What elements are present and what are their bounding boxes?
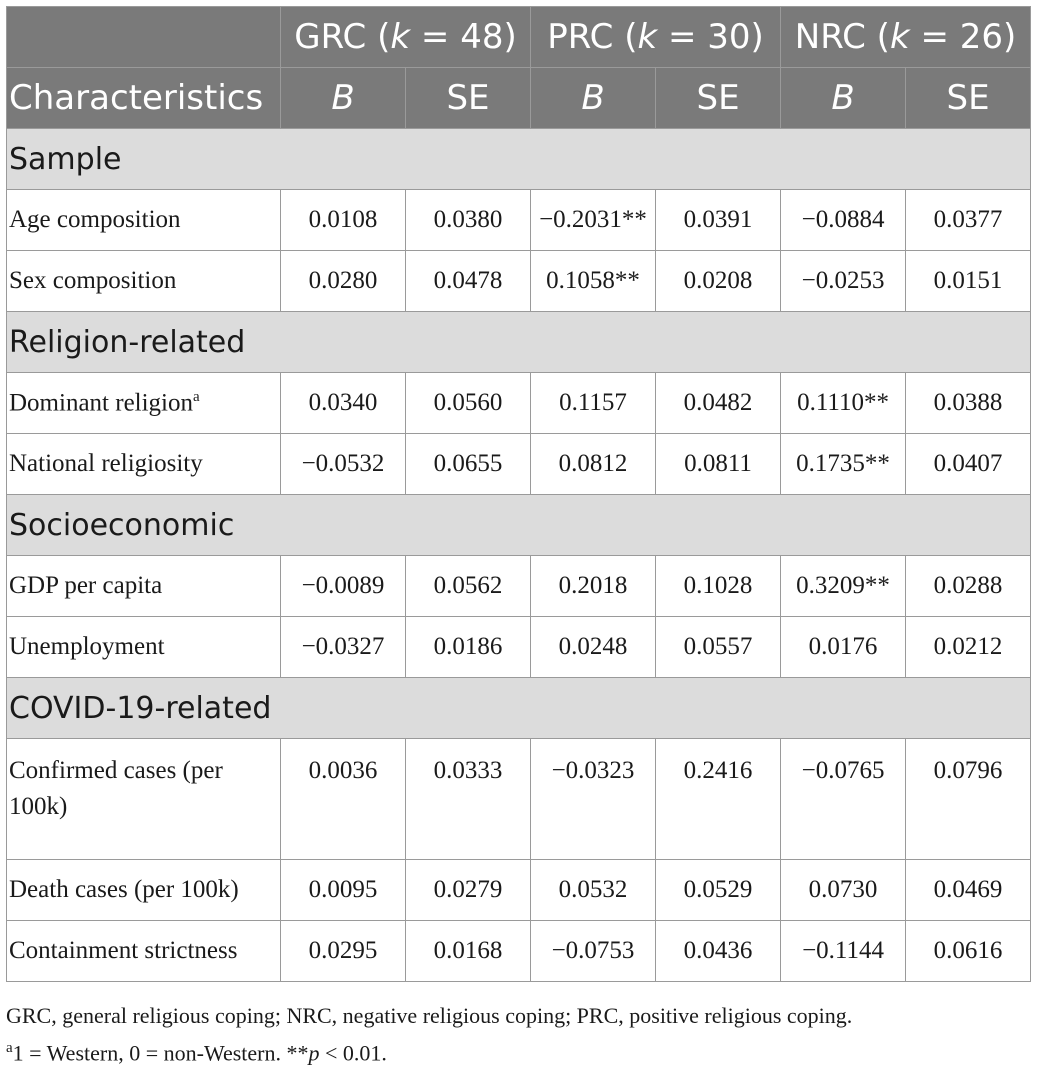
cell: 0.0377 [906, 190, 1031, 251]
cell: 0.0036 [281, 739, 406, 860]
cell: 0.0529 [656, 860, 781, 921]
row-label: Confirmed cases (per 100k) [7, 739, 281, 860]
cell: −0.2031** [531, 190, 656, 251]
cell: 0.0616 [906, 921, 1031, 982]
header-row-stats [7, 68, 1031, 129]
cell: 0.0288 [906, 556, 1031, 617]
cell: −0.0884 [781, 190, 906, 251]
section-row [7, 495, 1031, 556]
header-row-groups [7, 7, 1031, 68]
cell: 0.0560 [406, 373, 531, 434]
cell: 0.0811 [656, 434, 781, 495]
row-label: GDP per capita [7, 556, 281, 617]
cell: 0.0532 [531, 860, 656, 921]
row-label: Sex composition [7, 251, 281, 312]
cell: −0.0753 [531, 921, 656, 982]
cell: −0.0323 [531, 739, 656, 860]
footnote-abbreviations: GRC, general religious coping; NRC, negative religious coping; PRC, positive religious coping. [6, 1003, 853, 1028]
cell: 0.0340 [281, 373, 406, 434]
header-b: B [531, 68, 656, 129]
cell: 0.2416 [656, 739, 781, 860]
cell: 0.0168 [406, 921, 531, 982]
section-title: Socioeconomic [7, 495, 1031, 556]
row-label: Age composition [7, 190, 281, 251]
cell: 0.0562 [406, 556, 531, 617]
header-empty-cell [7, 7, 281, 68]
cell: 0.0208 [656, 251, 781, 312]
section-title: Sample [7, 129, 1031, 190]
header-b: B [281, 68, 406, 129]
table-row [7, 860, 1031, 921]
regression-table [6, 6, 1031, 982]
section-title: COVID-19-related [7, 678, 1031, 739]
cell: −0.1144 [781, 921, 906, 982]
table-row [7, 739, 1031, 860]
header-characteristics: Characteristics [7, 68, 281, 129]
section-row [7, 678, 1031, 739]
row-label: Death cases (per 100k) [7, 860, 281, 921]
row-label: Unemployment [7, 617, 281, 678]
table-row [7, 617, 1031, 678]
cell: −0.0532 [281, 434, 406, 495]
table-container [6, 6, 1030, 1069]
header-se: SE [656, 68, 781, 129]
table-row [7, 251, 1031, 312]
cell: −0.0089 [281, 556, 406, 617]
cell: 0.0095 [281, 860, 406, 921]
cell: −0.0253 [781, 251, 906, 312]
cell: 0.0478 [406, 251, 531, 312]
row-label: Containment strictness [7, 921, 281, 982]
cell: 0.0333 [406, 739, 531, 860]
section-row [7, 312, 1031, 373]
header-group-prc: PRC (k = 30) [531, 7, 781, 68]
header-group-grc: GRC (k = 48) [281, 7, 531, 68]
cell: 0.0557 [656, 617, 781, 678]
footnote-notes: $^a$1 = Western, 0 = non-Western. **p < 0.01. [6, 1040, 387, 1066]
table-row [7, 434, 1031, 495]
cell: 0.0186 [406, 617, 531, 678]
table-row [7, 373, 1031, 434]
cell: 0.0436 [656, 921, 781, 982]
header-b: B [781, 68, 906, 129]
cell: 0.0730 [781, 860, 906, 921]
cell: −0.0765 [781, 739, 906, 860]
cell: 0.0295 [281, 921, 406, 982]
header-group-nrc: NRC (k = 26) [781, 7, 1031, 68]
cell: 0.0388 [906, 373, 1031, 434]
cell: 0.3209** [781, 556, 906, 617]
header-se: SE [406, 68, 531, 129]
cell: 0.1157 [531, 373, 656, 434]
table-row [7, 921, 1031, 982]
cell: 0.0280 [281, 251, 406, 312]
cell: 0.1110** [781, 373, 906, 434]
cell: 0.1058** [531, 251, 656, 312]
cell: 0.0469 [906, 860, 1031, 921]
cell: 0.0151 [906, 251, 1031, 312]
cell: 0.1735** [781, 434, 906, 495]
cell: 0.0279 [406, 860, 531, 921]
cell: 0.1028 [656, 556, 781, 617]
cell: 0.0380 [406, 190, 531, 251]
cell: 0.0391 [656, 190, 781, 251]
cell: 0.0212 [906, 617, 1031, 678]
header-se: SE [906, 68, 1031, 129]
cell: −0.0327 [281, 617, 406, 678]
cell: 0.2018 [531, 556, 656, 617]
cell: 0.0248 [531, 617, 656, 678]
table-row [7, 556, 1031, 617]
cell: 0.0655 [406, 434, 531, 495]
cell: 0.0482 [656, 373, 781, 434]
cell: 0.0108 [281, 190, 406, 251]
row-label: Dominant religion$^a$ [7, 373, 281, 434]
table-row [7, 190, 1031, 251]
cell: 0.0796 [906, 739, 1031, 860]
cell: 0.0407 [906, 434, 1031, 495]
section-title: Religion-related [7, 312, 1031, 373]
footnote-marker: a [193, 388, 200, 405]
table-footnote [6, 1000, 1030, 1069]
section-row [7, 129, 1031, 190]
cell: 0.0176 [781, 617, 906, 678]
row-label: National religiosity [7, 434, 281, 495]
cell: 0.0812 [531, 434, 656, 495]
